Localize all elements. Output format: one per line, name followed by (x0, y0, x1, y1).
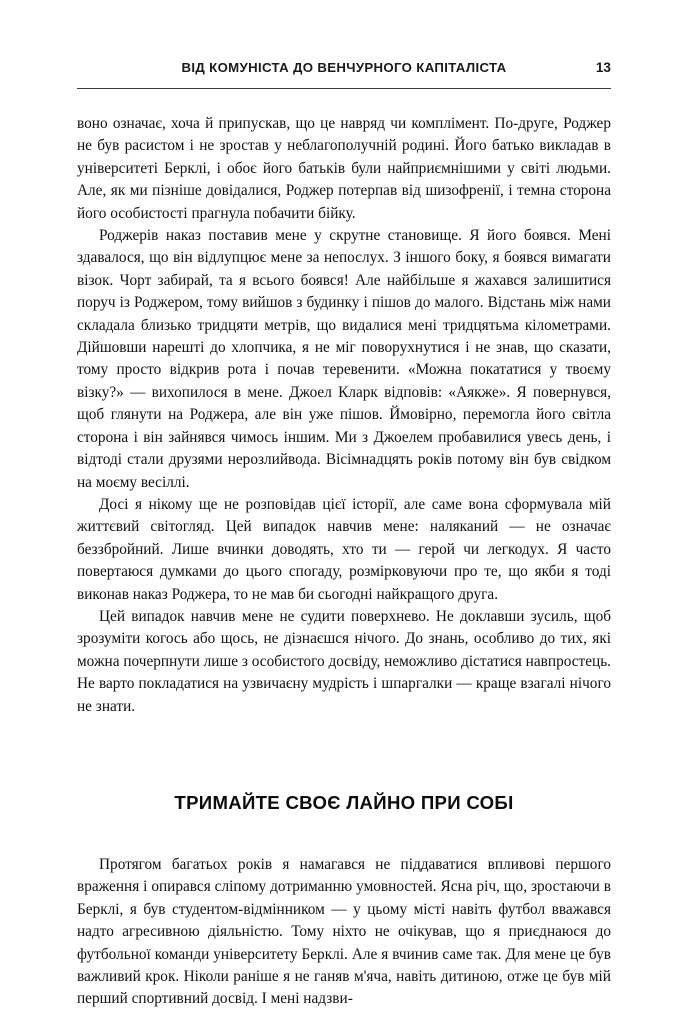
heading-spacer-bottom (77, 814, 611, 854)
running-head-title: ВІД КОМУНІСТА ДО ВЕНЧУРНОГО КАПІТАЛІСТА (181, 60, 507, 75)
heading-spacer-top (77, 718, 611, 792)
paragraph: Роджерів наказ поставив мене у скрутне становище. Я його боявся. Мені здавалося, що він відлупцює мене за непослух. З іншого боку, я боявся вимагати візок. Чорт забирай, та я всього боявся! Але найбільше я жахався залишитися поруч із Роджером, тому вийшов з будинку і пішов до малого. Відстань між нами складала близько тридцяти метрів, що видалися мені тридцятьма кілометрами. Дійшовши нарешті до хлопчика, я не міг поворухнутися і не знав, що сказати, тому просто відкрив рота і почав теревенити. «Можна покататися у твоєму візку?» — вихопилося в мене. Джоел Кларк відповів: «Аякже». Я повернувся, щоб глянути на Роджера, але він уже пішов. Ймовірно, перемогла його світла сторона і він зайнявся чимось іншим. Ми з Джоелем пробавилися увесь день, і відтоді стали друзями нерозлийвода. Вісімнадцять років потому він був свідком на моєму весіллі. (77, 227, 611, 491)
paragraph: Досі я нікому ще не розповідав цієї історії, але саме вона сформувала мій життєвий світогляд. Цей випадок навчив мене: наляканий — не означає беззбройний. Лише вчинки доводять, хто ти — герой чи легкодух. Я часто повертаюся думками до цього спогаду, розмірковуючи про те, що якби я тоді виконав наказ Роджера, то не мав би сьогодні найкращого друга. (77, 495, 611, 603)
paragraph: Цей випадок навчив мене не судити поверхнево. Не доклавши зусиль, щоб зрозуміти когось або щось, не дізнаєшся нічого. До знань, особливо до тих, які можна почерпнути лише з особистого досвіду, неможливо дістатися навпростець. Не варто покладатися на узвичаєну мудрість і шпаргалки — краще взагалі нічого не знати. (77, 607, 611, 715)
text-block (77, 113, 611, 1011)
section-heading: ТРИМАЙТЕ СВОЄ ЛАЙНО ПРИ СОБІ (174, 791, 514, 813)
paragraph-continued: воно означає, хоча й припускав, що це навряд чи комплімент. По-друге, Роджер не був расистом і не зростав у неблагополучній родині. Його батько викладав в університеті Берклі, і обоє його батьків були найприємнішими у світі людьми. Але, як ми пізніше довідалися, Роджер потерпав від шизофренії, і темна сторона його особистості прагнула побачити бійку. (77, 115, 611, 222)
page-number: 13 (595, 60, 611, 75)
running-head (77, 60, 611, 75)
header-divider (77, 88, 611, 89)
paragraph: Протягом багатьох років я намагався не піддаватися впливові першого враження і опирався сліпому дотриманню умовностей. Ясна річ, що, зростаючи в Берклі, я був студентом-відмінником — у цьому місті навіть футбол вважався надто агресивною діяльністю. Тому ніхто не очікував, що я приєднаюся до футбольної команди університету Берклі. Але я вчинив саме так. Для мене це був важливий крок. Ніколи раніше я не ганяв м'яча, навіть дитиною, отже це був мій перший спортивний досвід. І мені надзви- (77, 855, 611, 1008)
